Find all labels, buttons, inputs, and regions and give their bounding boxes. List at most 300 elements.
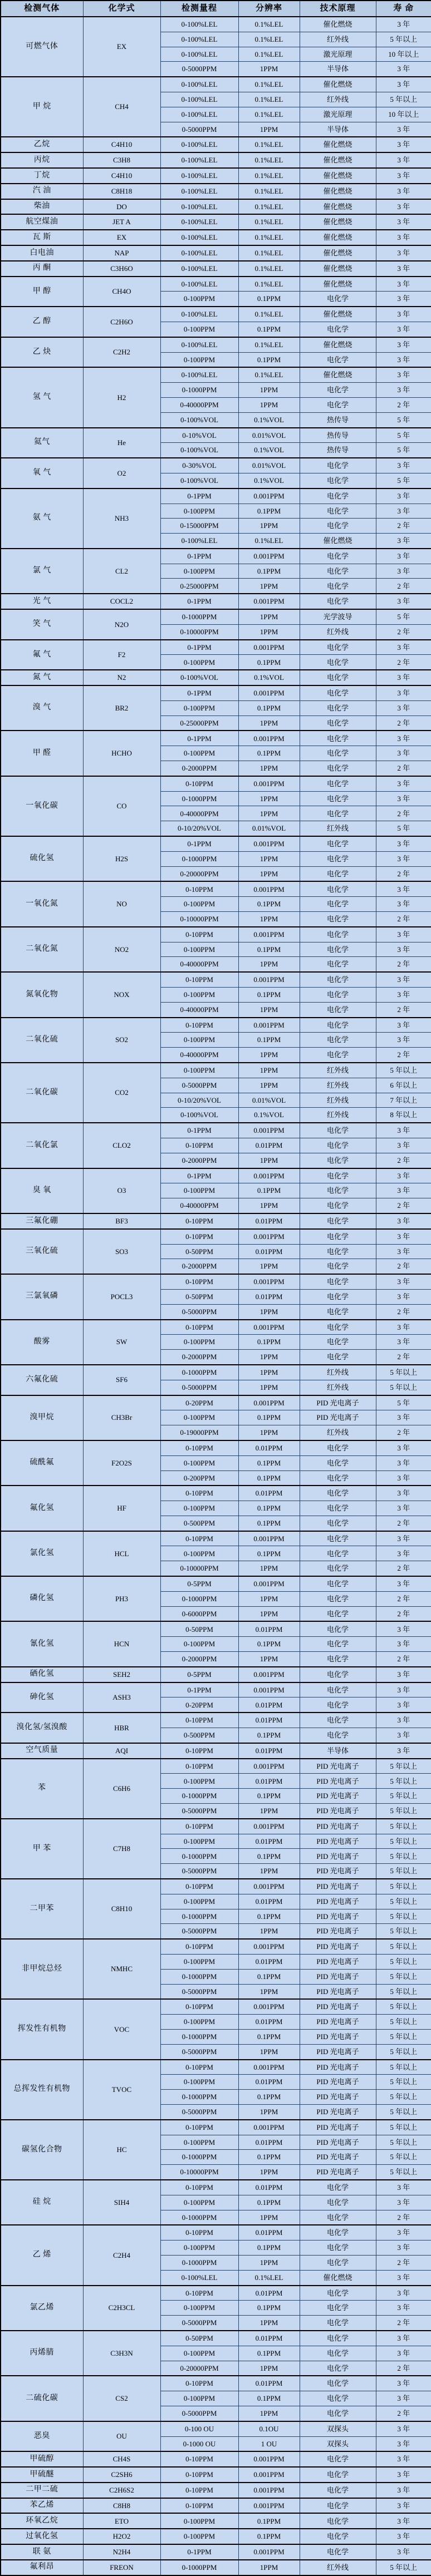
lifespan-cell: 2 年: [376, 761, 431, 776]
gas-name-cell: 乙 烯: [1, 2225, 83, 2285]
principle-cell: 电化学: [300, 1486, 376, 1501]
lifespan-cell: 3 年: [376, 776, 431, 791]
table-row: [1, 1320, 431, 1335]
lifespan-cell: 8 年以上: [376, 1108, 431, 1123]
formula-cell: HBR: [83, 1713, 160, 1743]
resolution-cell: 0.001PPM: [238, 1168, 300, 1183]
principle-cell: PID 光电离子: [300, 1410, 376, 1425]
lifespan-cell: 3 年: [376, 277, 431, 292]
resolution-cell: 1PPM: [238, 397, 300, 412]
range-cell: 0-10PPM: [160, 1759, 238, 1774]
range-cell: 0-100%LEL: [160, 214, 238, 230]
table-row: [1, 1229, 431, 1244]
resolution-cell: 0.01PPM: [238, 2135, 300, 2150]
lifespan-cell: 3 年: [376, 881, 431, 896]
range-cell: 0-10PPM: [160, 1018, 238, 1033]
gas-name-cell: 硒化氢: [1, 1667, 83, 1682]
lifespan-cell: 3 年: [376, 2376, 431, 2391]
gas-name-cell: 氟 气: [1, 640, 83, 670]
lifespan-cell: 3 年: [376, 199, 431, 215]
formula-cell: C4H10: [83, 168, 160, 184]
range-cell: 0-10PPM: [160, 1229, 238, 1244]
resolution-cell: 0.1%LEL: [238, 2270, 300, 2285]
resolution-cell: 1PPM: [238, 609, 300, 624]
principle-cell: 催化燃烧: [300, 261, 376, 277]
gas-name-cell: 氟化氢: [1, 1486, 83, 1531]
resolution-cell: 1PPM: [238, 2210, 300, 2225]
range-cell: 0-50PPM: [160, 1244, 238, 1259]
range-cell: 0-10PPM: [160, 2120, 238, 2135]
gas-name-cell: 硅 烷: [1, 2180, 83, 2225]
principle-cell: 催化燃烧: [300, 2270, 376, 2285]
lifespan-cell: 5 年以上: [376, 2029, 431, 2044]
lifespan-cell: 5 年以上: [376, 2135, 431, 2150]
lifespan-cell: 3 年: [376, 2451, 431, 2467]
range-cell: 0-1000PPM: [160, 1789, 238, 1804]
resolution-cell: 1PPM: [238, 1063, 300, 1078]
resolution-cell: 0.001PPM: [238, 1999, 300, 2014]
range-cell: 0-2000PPM: [160, 761, 238, 776]
resolution-cell: 0.01PPM: [238, 1289, 300, 1304]
formula-cell: SF6: [83, 1365, 160, 1395]
resolution-cell: 0.001PPM: [238, 1939, 300, 1954]
table-row: [1, 776, 431, 791]
table-row: [1, 2331, 431, 2346]
principle-cell: 电化学: [300, 473, 376, 488]
lifespan-cell: 5 年以上: [376, 2015, 431, 2030]
range-cell: 0-100PPM: [160, 292, 238, 307]
principle-cell: 红外线: [300, 1078, 376, 1093]
range-cell: 0-50PPM: [160, 1289, 238, 1304]
resolution-cell: 0.1%LEL: [238, 47, 300, 62]
resolution-cell: 0.001PPM: [238, 881, 300, 896]
table-row: [1, 685, 431, 700]
lifespan-cell: 3 年: [376, 594, 431, 609]
range-cell: 0-100%LEL: [160, 92, 238, 107]
formula-cell: C3H3N: [83, 2331, 160, 2376]
principle-cell: 电化学: [300, 655, 376, 670]
range-cell: 0-100%LEL: [160, 152, 238, 168]
lifespan-cell: 3 年: [376, 1621, 431, 1636]
range-cell: 0-1000PPM: [160, 2029, 238, 2044]
resolution-cell: 0.01%VOL: [238, 458, 300, 473]
resolution-cell: 1PPM: [238, 122, 300, 137]
gas-name-cell: 二甲苯: [1, 1879, 83, 1939]
column-header: 分辨率: [238, 1, 300, 17]
resolution-cell: 0.01PPM: [238, 1894, 300, 1909]
principle-cell: PID 光电离子: [300, 1955, 376, 1970]
table-row: [1, 881, 431, 896]
lifespan-cell: 5 年以上: [376, 1984, 431, 1999]
range-cell: 0-100%VOL: [160, 670, 238, 685]
principle-cell: 电化学: [300, 1350, 376, 1365]
table-row: [1, 1440, 431, 1455]
lifespan-cell: 3 年: [376, 1501, 431, 1516]
principle-cell: 红外线: [300, 2560, 376, 2575]
range-cell: 0-10PPM: [160, 1999, 238, 2014]
range-cell: 0-100%LEL: [160, 32, 238, 47]
lifespan-cell: 2 年: [376, 1591, 431, 1606]
principle-cell: 电化学: [300, 1033, 376, 1048]
principle-cell: 电化学: [300, 1682, 376, 1697]
lifespan-cell: 2 年: [376, 957, 431, 972]
resolution-cell: 1PPM: [238, 2361, 300, 2376]
principle-cell: 电化学: [300, 912, 376, 927]
range-cell: 0-1000PPM: [160, 2150, 238, 2165]
gas-name-cell: 挥发性有机物: [1, 1999, 83, 2059]
principle-cell: 电化学: [300, 1304, 376, 1319]
resolution-cell: 0.1PPM: [238, 1969, 300, 1984]
resolution-cell: 0.1PPM: [238, 1637, 300, 1652]
range-cell: 0-100PPM: [160, 2135, 238, 2150]
table-row: [1, 2513, 431, 2529]
gas-name-cell: 臭 氧: [1, 1168, 83, 1213]
range-cell: 0-5PPM: [160, 1667, 238, 1682]
principle-cell: 电化学: [300, 881, 376, 896]
principle-cell: 电化学: [300, 579, 376, 594]
principle-cell: PID 光电离子: [300, 1774, 376, 1789]
range-cell: 0-10PPM: [160, 1743, 238, 1759]
resolution-cell: 0.01PPM: [238, 1955, 300, 1970]
table-row: [1, 2467, 431, 2483]
principle-cell: PID 光电离子: [300, 1879, 376, 1894]
range-cell: 0-100PPM: [160, 2529, 238, 2544]
lifespan-cell: 2 年: [376, 1198, 431, 1213]
gas-name-cell: 丙烯腈: [1, 2331, 83, 2376]
formula-cell: EX: [83, 230, 160, 245]
principle-cell: 电化学: [300, 731, 376, 746]
resolution-cell: 1PPM: [238, 1002, 300, 1017]
principle-cell: 电化学: [300, 1289, 376, 1304]
principle-cell: 电化学: [300, 836, 376, 851]
table-row: [1, 2421, 431, 2436]
gas-name-cell: 砷化氢: [1, 1682, 83, 1713]
range-cell: 0-100%LEL: [160, 184, 238, 199]
lifespan-cell: 2 年: [376, 519, 431, 534]
lifespan-cell: 3 年: [376, 700, 431, 715]
range-cell: 0-40000PPM: [160, 397, 238, 412]
range-cell: 0-40000PPM: [160, 1198, 238, 1213]
resolution-cell: 1PPM: [238, 1984, 300, 1999]
gas-name-cell: 溴甲烷: [1, 1395, 83, 1440]
principle-cell: 半导体: [300, 122, 376, 137]
table-row: [1, 731, 431, 746]
formula-cell: N2H4: [83, 2544, 160, 2560]
range-cell: 0-100%LEL: [160, 277, 238, 292]
header-row: [1, 1, 431, 17]
lifespan-cell: 3 年: [376, 1743, 431, 1759]
resolution-cell: 0.001PPM: [238, 2451, 300, 2467]
resolution-cell: 0.1PPM: [238, 1501, 300, 1516]
principle-cell: 电化学: [300, 1591, 376, 1606]
range-cell: 0-5000PPM: [160, 1380, 238, 1395]
principle-cell: 电化学: [300, 1244, 376, 1259]
range-cell: 0-40000PPM: [160, 1048, 238, 1063]
resolution-cell: 0.1PPM: [238, 2391, 300, 2406]
principle-cell: 电化学: [300, 1274, 376, 1289]
gas-name-cell: 碳氢化合物: [1, 2120, 83, 2180]
formula-cell: CS2: [83, 2376, 160, 2421]
resolution-cell: 1PPM: [238, 1924, 300, 1939]
lifespan-cell: 3 年: [376, 1289, 431, 1304]
resolution-cell: 0.1PPM: [238, 2195, 300, 2210]
formula-cell: SO2: [83, 1018, 160, 1063]
lifespan-cell: 2 年: [376, 1350, 431, 1365]
table-row: [1, 137, 431, 152]
lifespan-cell: 3 年: [376, 2331, 431, 2346]
gas-name-cell: 环氧乙烷: [1, 2513, 83, 2529]
range-cell: 0-100PPM: [160, 942, 238, 957]
range-cell: 0-10PPM: [160, 2286, 238, 2301]
formula-cell: F2: [83, 640, 160, 670]
principle-cell: 电化学: [300, 957, 376, 972]
table-row: [1, 549, 431, 564]
range-cell: 0-10PPM: [160, 927, 238, 942]
lifespan-cell: 2 年: [376, 806, 431, 821]
table-row: [1, 1274, 431, 1289]
resolution-cell: 0.001PPM: [238, 1879, 300, 1894]
table-row: [1, 17, 431, 32]
range-cell: 0-100PPM: [160, 564, 238, 579]
range-cell: 0-100%LEL: [160, 2270, 238, 2285]
gas-name-cell: 汽 油: [1, 184, 83, 199]
range-cell: 0-1PPM: [160, 836, 238, 851]
range-cell: 0-15000PPM: [160, 519, 238, 534]
lifespan-cell: 3 年: [376, 1682, 431, 1697]
resolution-cell: 1PPM: [238, 624, 300, 639]
lifespan-cell: 3 年: [376, 77, 431, 92]
formula-cell: C2H2: [83, 337, 160, 368]
gas-name-cell: 二氧化硫: [1, 1018, 83, 1063]
table-row: [1, 1879, 431, 1894]
resolution-cell: 0.001PPM: [238, 927, 300, 942]
principle-cell: 红外线: [300, 624, 376, 639]
principle-cell: 红外线: [300, 1108, 376, 1123]
lifespan-cell: 5 年以上: [376, 1939, 431, 1954]
table-row: [1, 245, 431, 261]
range-cell: 0-100PPM: [160, 1183, 238, 1198]
gas-name-cell: 苯乙烯: [1, 2498, 83, 2514]
principle-cell: 半导体: [300, 62, 376, 77]
resolution-cell: 1PPM: [238, 2165, 300, 2180]
table-row: [1, 2286, 431, 2301]
formula-cell: CO: [83, 776, 160, 836]
principle-cell: PID 光电离子: [300, 1849, 376, 1864]
lifespan-cell: 3 年: [376, 2544, 431, 2560]
resolution-cell: 1PPM: [238, 1259, 300, 1274]
resolution-cell: 0.001PPM: [238, 1018, 300, 1033]
principle-cell: 电化学: [300, 594, 376, 609]
range-cell: 0-1PPM: [160, 1168, 238, 1183]
principle-cell: PID 光电离子: [300, 1819, 376, 1834]
principle-cell: 电化学: [300, 2286, 376, 2301]
range-cell: 0-1PPM: [160, 488, 238, 504]
principle-cell: PID 光电离子: [300, 1969, 376, 1984]
range-cell: 0-100PPM: [160, 352, 238, 367]
resolution-cell: 0.001PPM: [238, 2120, 300, 2135]
formula-cell: POCL3: [83, 1274, 160, 1319]
principle-cell: 热传导: [300, 412, 376, 427]
resolution-cell: 1PPM: [238, 2316, 300, 2331]
formula-cell: VOC: [83, 1999, 160, 2059]
range-cell: 0-10PPM: [160, 2467, 238, 2483]
resolution-cell: 0.1%VOL: [238, 1108, 300, 1123]
principle-cell: 电化学: [300, 761, 376, 776]
gas-name-cell: 乙 醇: [1, 307, 83, 337]
resolution-cell: 0.1%LEL: [238, 214, 300, 230]
resolution-cell: 0.001PPM: [238, 1682, 300, 1697]
principle-cell: 电化学: [300, 776, 376, 791]
resolution-cell: 0.1PPM: [238, 1728, 300, 1743]
resolution-cell: 0.001PPM: [238, 2060, 300, 2075]
range-cell: 0-10%VOL: [160, 428, 238, 443]
principle-cell: 红外线: [300, 1093, 376, 1108]
principle-cell: 电化学: [300, 1048, 376, 1063]
lifespan-cell: 2 年: [376, 1259, 431, 1274]
resolution-cell: 0.01PPM: [238, 1621, 300, 1636]
principle-cell: 电化学: [300, 2391, 376, 2406]
principle-cell: PID 光电离子: [300, 2150, 376, 2165]
range-cell: 0-100PPM: [160, 2346, 238, 2361]
range-cell: 0-25000PPM: [160, 579, 238, 594]
principle-cell: 电化学: [300, 791, 376, 806]
principle-cell: 电化学: [300, 1470, 376, 1486]
gas-name-cell: 三氯氧磷: [1, 1274, 83, 1319]
column-header: 化学式: [83, 1, 160, 17]
lifespan-cell: 3 年: [376, 122, 431, 137]
gas-name-cell: 氟利昂: [1, 2560, 83, 2575]
lifespan-cell: 3 年: [376, 168, 431, 184]
range-cell: 0-100PPM: [160, 988, 238, 1003]
table-row: [1, 1713, 431, 1728]
table-row: [1, 1395, 431, 1410]
resolution-cell: 0.1PPM: [238, 2346, 300, 2361]
lifespan-cell: 3 年: [376, 1320, 431, 1335]
resolution-cell: 0.01PPM: [238, 2286, 300, 2301]
resolution-cell: 0.1PPM: [238, 1410, 300, 1425]
resolution-cell: 0.001PPM: [238, 640, 300, 655]
resolution-cell: 0.1PPM: [238, 2241, 300, 2256]
formula-cell: N2O: [83, 609, 160, 640]
gas-name-cell: 二氧化氮: [1, 927, 83, 972]
principle-cell: PID 光电离子: [300, 2060, 376, 2075]
lifespan-cell: 3 年: [376, 337, 431, 352]
range-cell: 0-100PPM: [160, 2513, 238, 2529]
principle-cell: 电化学: [300, 640, 376, 655]
range-cell: 0-100%LEL: [160, 534, 238, 549]
principle-cell: 电化学: [300, 1606, 376, 1621]
range-cell: 0-100PPM: [160, 1637, 238, 1652]
lifespan-cell: 3 年: [376, 927, 431, 942]
resolution-cell: 0.01PPM: [238, 1834, 300, 1849]
range-cell: 0-100PPM: [160, 1774, 238, 1789]
principle-cell: 电化学: [300, 2180, 376, 2195]
lifespan-cell: 3 年: [376, 564, 431, 579]
resolution-cell: 0.1%LEL: [238, 261, 300, 277]
resolution-cell: 0.1%LEL: [238, 184, 300, 199]
range-cell: 0-1000PPM: [160, 1591, 238, 1606]
range-cell: 0-100PPM: [160, 1955, 238, 1970]
lifespan-cell: 3 年: [376, 488, 431, 504]
formula-cell: C2H6S2: [83, 2483, 160, 2498]
lifespan-cell: 5 年以上: [376, 1380, 431, 1395]
resolution-cell: 1PPM: [238, 1304, 300, 1319]
lifespan-cell: 3 年: [376, 504, 431, 519]
principle-cell: 电化学: [300, 2498, 376, 2514]
principle-cell: 电化学: [300, 1697, 376, 1713]
gas-name-cell: 丁烷: [1, 168, 83, 184]
range-cell: 0-5000PPM: [160, 1924, 238, 1939]
resolution-cell: 0.001PPM: [238, 549, 300, 564]
resolution-cell: 0.01PPM: [238, 1743, 300, 1759]
formula-cell: HC: [83, 2120, 160, 2180]
resolution-cell: 1 OU: [238, 2436, 300, 2451]
resolution-cell: 0.01PPM: [238, 2015, 300, 2030]
gas-name-cell: 三氟化硼: [1, 1213, 83, 1229]
lifespan-cell: 2 年: [376, 2406, 431, 2421]
lifespan-cell: 3 年: [376, 2529, 431, 2544]
lifespan-cell: 3 年: [376, 2241, 431, 2256]
lifespan-cell: 3 年: [376, 836, 431, 851]
gas-name-cell: 恶臭: [1, 2421, 83, 2452]
principle-cell: PID 光电离子: [300, 2090, 376, 2105]
range-cell: 0-100%LEL: [160, 107, 238, 122]
gas-name-cell: 二甲二硫: [1, 2483, 83, 2498]
formula-cell: C8H8: [83, 2498, 160, 2514]
principle-cell: 电化学: [300, 851, 376, 866]
formula-cell: SW: [83, 1320, 160, 1365]
lifespan-cell: 3 年: [376, 942, 431, 957]
formula-cell: HCHO: [83, 731, 160, 776]
table-row: [1, 2180, 431, 2195]
resolution-cell: 1PPM: [238, 957, 300, 972]
range-cell: 0-100PPM: [160, 1033, 238, 1048]
lifespan-cell: 3 年: [376, 214, 431, 230]
table-row: [1, 2498, 431, 2514]
range-cell: 0-2000PPM: [160, 1259, 238, 1274]
formula-cell: O2: [83, 458, 160, 488]
lifespan-cell: 3 年: [376, 1335, 431, 1350]
lifespan-cell: 3 年: [376, 2301, 431, 2316]
lifespan-cell: 3 年: [376, 1531, 431, 1546]
range-cell: 0-10PPM: [160, 1440, 238, 1455]
formula-cell: DO: [83, 199, 160, 215]
range-cell: 0-1000PPM: [160, 1969, 238, 1984]
lifespan-cell: 2 年: [376, 866, 431, 881]
resolution-cell: 1PPM: [238, 1198, 300, 1213]
lifespan-cell: 5 年以上: [376, 2150, 431, 2165]
range-cell: 0-100PPM: [160, 2015, 238, 2030]
lifespan-cell: 5 年以上: [376, 1834, 431, 1849]
lifespan-cell: 3 年: [376, 62, 431, 77]
range-cell: 0-100PPM: [160, 1546, 238, 1561]
principle-cell: 电化学: [300, 1259, 376, 1274]
formula-cell: CH4: [83, 77, 160, 137]
lifespan-cell: 5 年以上: [376, 1365, 431, 1380]
table-row: [1, 2376, 431, 2391]
gas-name-cell: 空气质量: [1, 1743, 83, 1759]
resolution-cell: 1PPM: [238, 2406, 300, 2421]
table-header: [1, 1, 431, 17]
principle-cell: 电化学: [300, 2451, 376, 2467]
range-cell: 0-10/20%VOL: [160, 1093, 238, 1108]
range-cell: 0-100PPM: [160, 746, 238, 761]
range-cell: 0-10000PPM: [160, 912, 238, 927]
lifespan-cell: 5 年: [376, 443, 431, 458]
gas-name-cell: 酸雾: [1, 1320, 83, 1365]
lifespan-cell: 5 年以上: [376, 1759, 431, 1774]
resolution-cell: 0.01PPM: [238, 1486, 300, 1501]
